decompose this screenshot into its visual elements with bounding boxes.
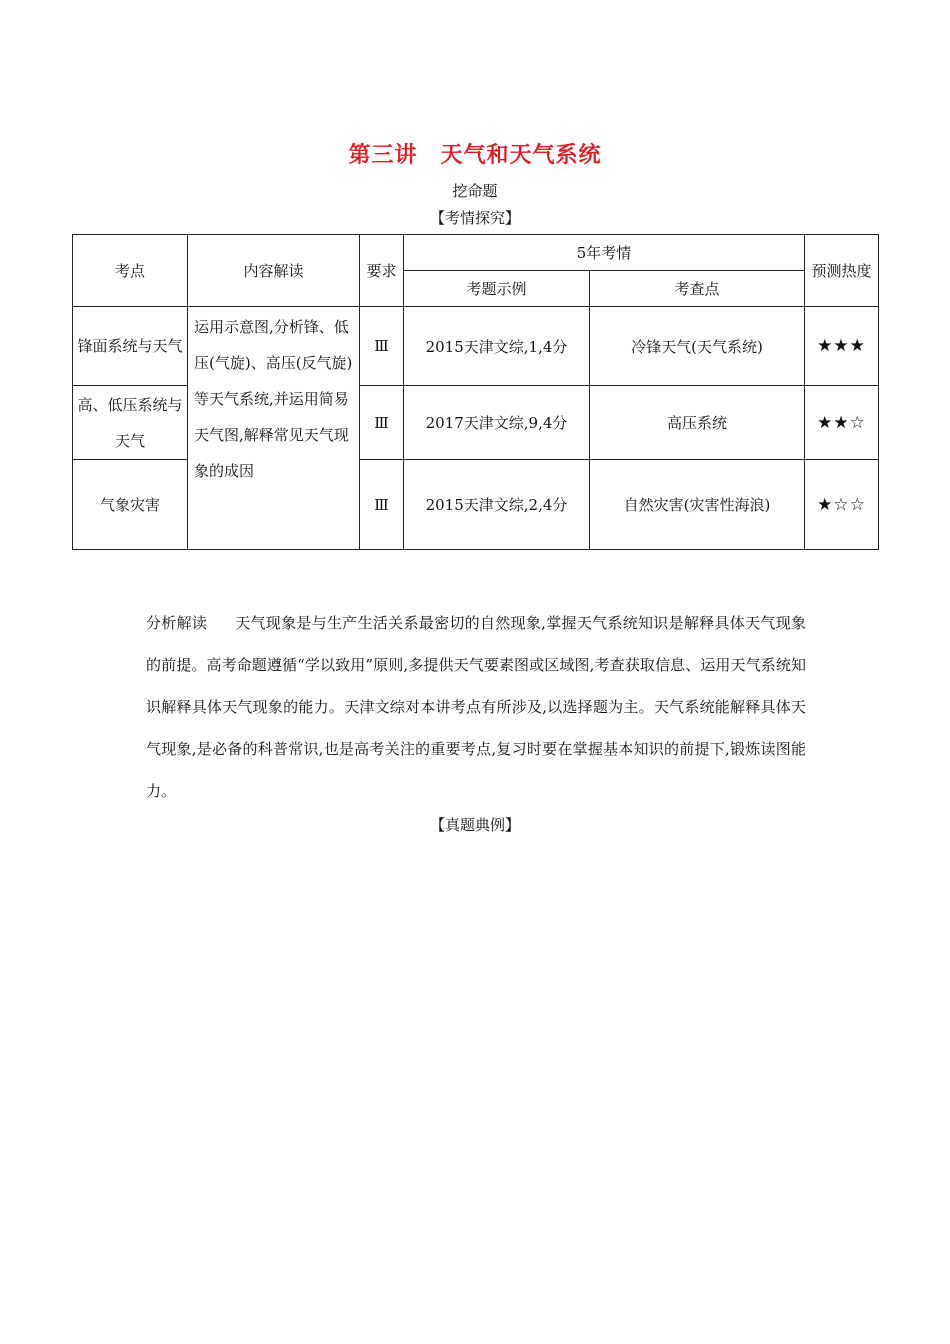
header-check-point: 考查点 (590, 271, 805, 307)
table-row-example: 2017天津文综,9,4分 (404, 386, 590, 460)
subtitle: 挖命题 (452, 182, 498, 200)
table-row-example: 2015天津文综,1,4分 (404, 307, 590, 386)
section-heading-exam-analysis: 【考情探究】 (429, 209, 520, 227)
section-heading-real-examples: 【真题典例】 (429, 816, 520, 834)
table-row-check-point: 冷锋天气(天气系统) (590, 307, 805, 386)
analysis-label: 分析解读 (146, 614, 208, 632)
table-row-requirement: Ⅲ (360, 460, 404, 550)
table-row-heat-stars: ★☆☆ (805, 460, 879, 550)
analysis-paragraph (146, 602, 806, 812)
analysis-text: 天气现象是与生产生活关系最密切的自然现象,掌握天气系统知识是解释具体天气现象的前提。高考命题遵循“学以致用”原则,多提供天气要素图或区域图,考查获取信息、运用天气系统知识解释具体天气现象的能力。天津文综对本讲考点有所涉及,以选择题为主。天气系统能解释具体天气现象,是必备的科普常识,也是高考关注的重要考点,复习时要在掌握基本知识的前提下,锻炼读图能力。 (146, 614, 806, 800)
header-requirement: 要求 (360, 235, 404, 307)
content-reading-cell: 运用示意图,分析锋、低压(气旋)、高压(反气旋)等天气系统,并运用简易天气图,解释常见天气现象的成因 (188, 307, 360, 550)
table-row-example: 2015天津文综,2,4分 (404, 460, 590, 550)
header-forecast: 预测热度 (805, 235, 879, 307)
table-row-requirement: Ⅲ (360, 307, 404, 386)
table-row-kaodian: 锋面系统与天气 (73, 307, 188, 386)
table-row-kaodian: 气象灾害 (73, 460, 188, 550)
header-example: 考题示例 (404, 271, 590, 307)
header-five-year: 5年考情 (404, 235, 805, 271)
header-kaodian: 考点 (73, 235, 188, 307)
table-row-kaodian: 高、低压系统与天气 (73, 386, 188, 460)
page-title: 第三讲 天气和天气系统 (348, 143, 602, 168)
table-row-heat-stars: ★★★ (805, 307, 879, 386)
header-content-reading: 内容解读 (188, 235, 360, 307)
table-row-heat-stars: ★★☆ (805, 386, 879, 460)
table-row-requirement: Ⅲ (360, 386, 404, 460)
table-row-check-point: 高压系统 (590, 386, 805, 460)
table-row-check-point: 自然灾害(灾害性海浪) (590, 460, 805, 550)
exam-analysis-table (72, 234, 879, 550)
